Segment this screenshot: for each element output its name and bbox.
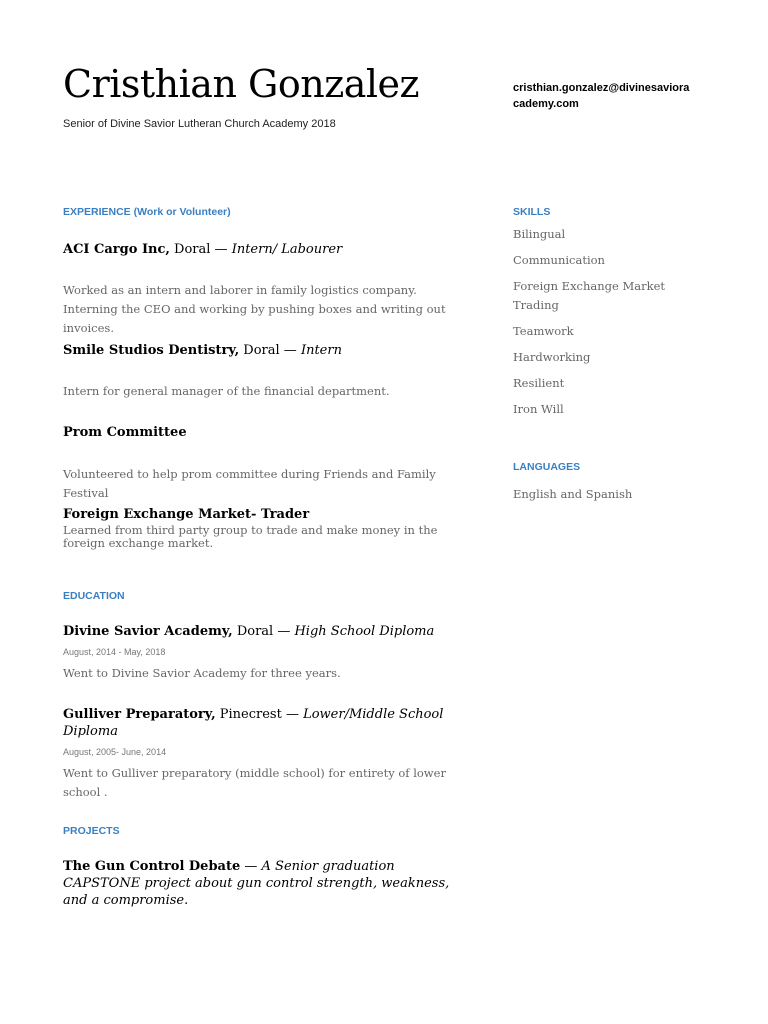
projects-heading: PROJECTS	[63, 825, 120, 837]
entry-organization: ACI Cargo Inc,	[63, 242, 170, 257]
entry-dates: August, 2005- June, 2014	[63, 747, 167, 757]
education-heading: EDUCATION	[63, 590, 125, 602]
skill-item: Hardworking	[513, 350, 591, 364]
entry-separator: —	[240, 859, 262, 874]
skill-item: Communication	[513, 253, 605, 267]
languages-heading: LANGUAGES	[513, 461, 581, 473]
skill-item: Iron Will	[513, 402, 564, 416]
entry-organization: The Gun Control Debate	[63, 859, 241, 874]
experience-entry-title	[63, 424, 473, 441]
education-entry-title	[63, 623, 473, 640]
email-link[interactable]: cristhian.gonzalez@divinesavioracademy.com	[513, 82, 690, 110]
entry-role: Lower/Middle School Diploma	[63, 707, 444, 739]
skill-item: Foreign Exchange Market Trading	[513, 279, 666, 312]
entry-role: Intern/ Labourer	[231, 242, 343, 257]
experience-entry-title	[63, 241, 473, 258]
experience-entry-description: Worked as an intern and laborer in family logistics company. Interning the CEO and working by pushing boxes and writing out invoices.	[63, 283, 446, 335]
skills-heading: SKILLS	[513, 206, 551, 218]
education-entry-title	[63, 706, 473, 740]
entry-location: Pinecrest —	[215, 707, 304, 722]
entry-organization: Prom Committee	[63, 425, 187, 440]
experience-entry-description: Volunteered to help prom committee during Friends and Family Festival	[63, 467, 436, 500]
skill-item: Bilingual	[513, 227, 566, 241]
entry-role: High School Diploma	[294, 624, 435, 639]
entry-location: Doral —	[239, 343, 301, 358]
entry-role: A Senior graduation CAPSTONE project about gun control strength, weakness, and a compromise.	[63, 859, 450, 908]
experience-entry-title	[63, 342, 473, 359]
entry-role: Intern	[300, 343, 342, 358]
entry-organization: Gulliver Preparatory,	[63, 707, 216, 722]
skills-list	[513, 225, 683, 426]
project-entry-title	[63, 858, 473, 909]
languages-list	[513, 485, 683, 511]
experience-heading: EXPERIENCE (Work or Volunteer)	[63, 206, 231, 218]
experience-entry-description: Intern for general manager of the financial department.	[63, 384, 390, 398]
candidate-name: Cristhian Gonzalez	[63, 62, 420, 106]
entry-organization: Smile Studios Dentistry,	[63, 343, 240, 358]
education-entry-description: Went to Divine Savior Academy for three years.	[63, 666, 341, 680]
skill-item: Teamwork	[513, 324, 574, 338]
experience-entry-description: Learned from third party group to trade and make money in the foreign exchange market.	[63, 523, 438, 550]
entry-location: Doral —	[232, 624, 295, 639]
entry-organization: Divine Savior Academy,	[63, 624, 233, 639]
education-entry-description: Went to Gulliver preparatory (middle school) for entirety of lower school .	[63, 766, 446, 799]
entry-location: Doral —	[169, 242, 232, 257]
entry-organization: Foreign Exchange Market- Trader	[63, 507, 310, 522]
experience-entry-title	[63, 506, 473, 523]
language-item: English and Spanish	[513, 487, 633, 501]
entry-dates: August, 2014 - May, 2018	[63, 647, 166, 657]
skill-item: Resilient	[513, 376, 565, 390]
candidate-tagline: Senior of Divine Savior Lutheran Church Academy 2018	[63, 118, 336, 130]
